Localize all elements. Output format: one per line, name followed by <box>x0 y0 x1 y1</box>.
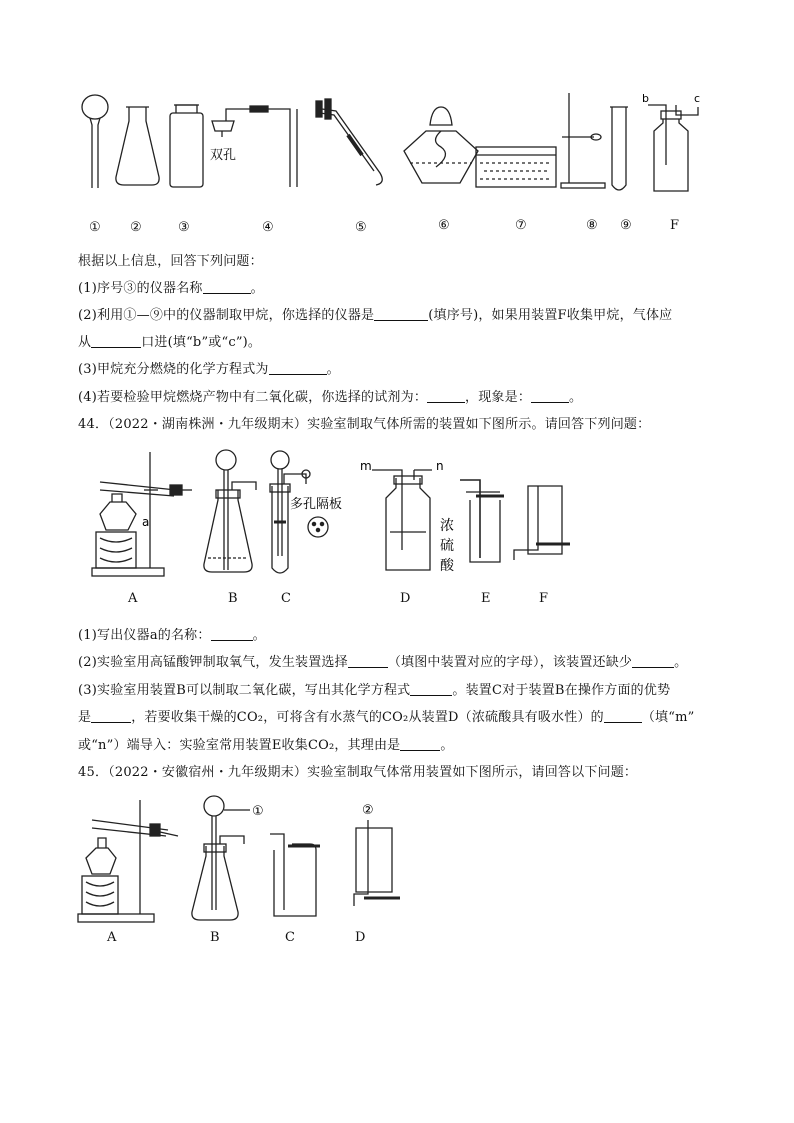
q43-part1: (1)序号③的仪器名称 。 <box>78 281 264 296</box>
bent-delivery-tube <box>316 99 382 185</box>
water-trough <box>476 147 556 187</box>
port-n-label: n <box>436 459 444 473</box>
label-9: ⑨ <box>620 218 632 233</box>
test-tube <box>610 107 628 190</box>
alcohol-lamp <box>404 107 478 183</box>
answer-blank[interactable] <box>203 281 251 294</box>
label-D: D <box>400 591 411 606</box>
label-F: F <box>670 218 680 233</box>
q44-part2: (2)实验室用高锰酸钾制取氧气，发生装置选择 （填图中装置对应的字母），该装置还缺少 。 <box>78 655 688 670</box>
setup-45-C <box>270 834 320 916</box>
label-4: ④ <box>262 220 274 235</box>
q44-header: 44．（2022・湖南株洲・九年级期末）实验室制取气体所需的装置如下图所示。请回答下列问题： <box>78 417 651 432</box>
setup-A <box>92 452 192 576</box>
label-A: A <box>128 591 138 606</box>
label-F2: F <box>539 591 549 606</box>
q43-part2: (2)利用①—⑨中的仪器制取甲烷，你选择的仪器是 (填序号)，如果用装置F收集甲烷，气体应 <box>78 308 673 323</box>
answer-blank[interactable] <box>269 362 327 375</box>
label-45-A: A <box>107 930 117 945</box>
answer-blank[interactable] <box>604 710 642 723</box>
setup-45-D <box>354 820 400 906</box>
answer-blank[interactable] <box>427 390 465 403</box>
apparatus-figure-3 <box>0 790 794 925</box>
answer-blank[interactable] <box>91 335 141 348</box>
q45-header: 45．（2022・安徽宿州・九年级期末）实验室制取气体常用装置如下图所示，请回答以下问题： <box>78 765 638 780</box>
answer-blank[interactable] <box>374 308 428 321</box>
label-2: ② <box>130 220 142 235</box>
porous-plate-label: 多孔隔板 <box>290 497 343 512</box>
reagent-bottle <box>170 105 203 187</box>
acid-char-2: 硫 <box>440 538 454 554</box>
port-c-label: c <box>694 92 701 105</box>
setup-F <box>514 486 570 560</box>
answer-blank[interactable] <box>400 738 440 751</box>
setup-45-A <box>78 800 178 922</box>
funnel-apparatus <box>82 95 108 188</box>
setup-D <box>372 470 432 570</box>
label-5: ⑤ <box>355 220 367 235</box>
answer-blank[interactable] <box>531 390 569 403</box>
double-hole-stopper-tube <box>212 106 297 187</box>
q44-part3-cont: 是 ，若要收集干燥的CO₂，可将含有水蒸气的CO₂从装置D（浓硫酸具有吸水性）的 （填“m” <box>78 710 695 725</box>
label-a: a <box>142 515 150 529</box>
label-45-B: B <box>210 930 220 945</box>
conical-flask <box>116 107 159 185</box>
label-3: ③ <box>178 220 190 235</box>
apparatus-figure-1 <box>0 85 794 235</box>
mark-1: ① <box>252 804 264 819</box>
label-6: ⑥ <box>438 218 450 233</box>
q43-part3: (3)甲烷充分燃烧的化学方程式为 。 <box>78 362 340 377</box>
setup-E <box>460 480 504 562</box>
q44-part1: (1)写出仪器a的名称： 。 <box>78 628 266 643</box>
setup-45-B <box>192 796 250 920</box>
q43-intro: 根据以上信息，回答下列问题： <box>78 254 263 269</box>
setup-B <box>204 450 256 572</box>
answer-blank[interactable] <box>632 655 674 668</box>
label-8: ⑧ <box>586 218 598 233</box>
setup-C <box>270 451 328 573</box>
iron-stand <box>561 93 605 188</box>
answer-blank[interactable] <box>348 655 388 668</box>
label-B: B <box>228 591 238 606</box>
q43-part4: (4)若要检验甲烷燃烧产物中有二氧化碳，你选择的试剂为： ，现象是： 。 <box>78 390 583 405</box>
answer-blank[interactable] <box>91 710 131 723</box>
hole-label: 双孔 <box>210 148 237 163</box>
label-1: ① <box>89 220 101 235</box>
port-b-label: b <box>642 92 649 105</box>
mark-2: ② <box>362 803 374 818</box>
q44-part3: (3)实验室用装置B可以制取二氧化碳，写出其化学方程式 。装置C对于装置B在操作方面的优势 <box>78 683 671 698</box>
acid-char-1: 浓 <box>440 518 454 534</box>
port-m-label: m <box>360 459 372 473</box>
label-C: C <box>281 591 291 606</box>
gas-washing-bottle-F <box>648 105 698 191</box>
q43-part2-cont: 从 口进(填“b”或“c”)。 <box>78 335 262 350</box>
label-7: ⑦ <box>515 218 527 233</box>
q44-part3-cont2: 或“n”）端导入：实验室常用装置E收集CO₂，其理由是 。 <box>78 738 454 753</box>
label-E: E <box>481 591 491 606</box>
answer-blank[interactable] <box>410 683 452 696</box>
label-45-D: D <box>355 930 366 945</box>
apparatus-figure-2 <box>0 440 794 585</box>
answer-blank[interactable] <box>211 628 253 641</box>
acid-char-3: 酸 <box>440 558 454 574</box>
label-45-C: C <box>285 930 295 945</box>
